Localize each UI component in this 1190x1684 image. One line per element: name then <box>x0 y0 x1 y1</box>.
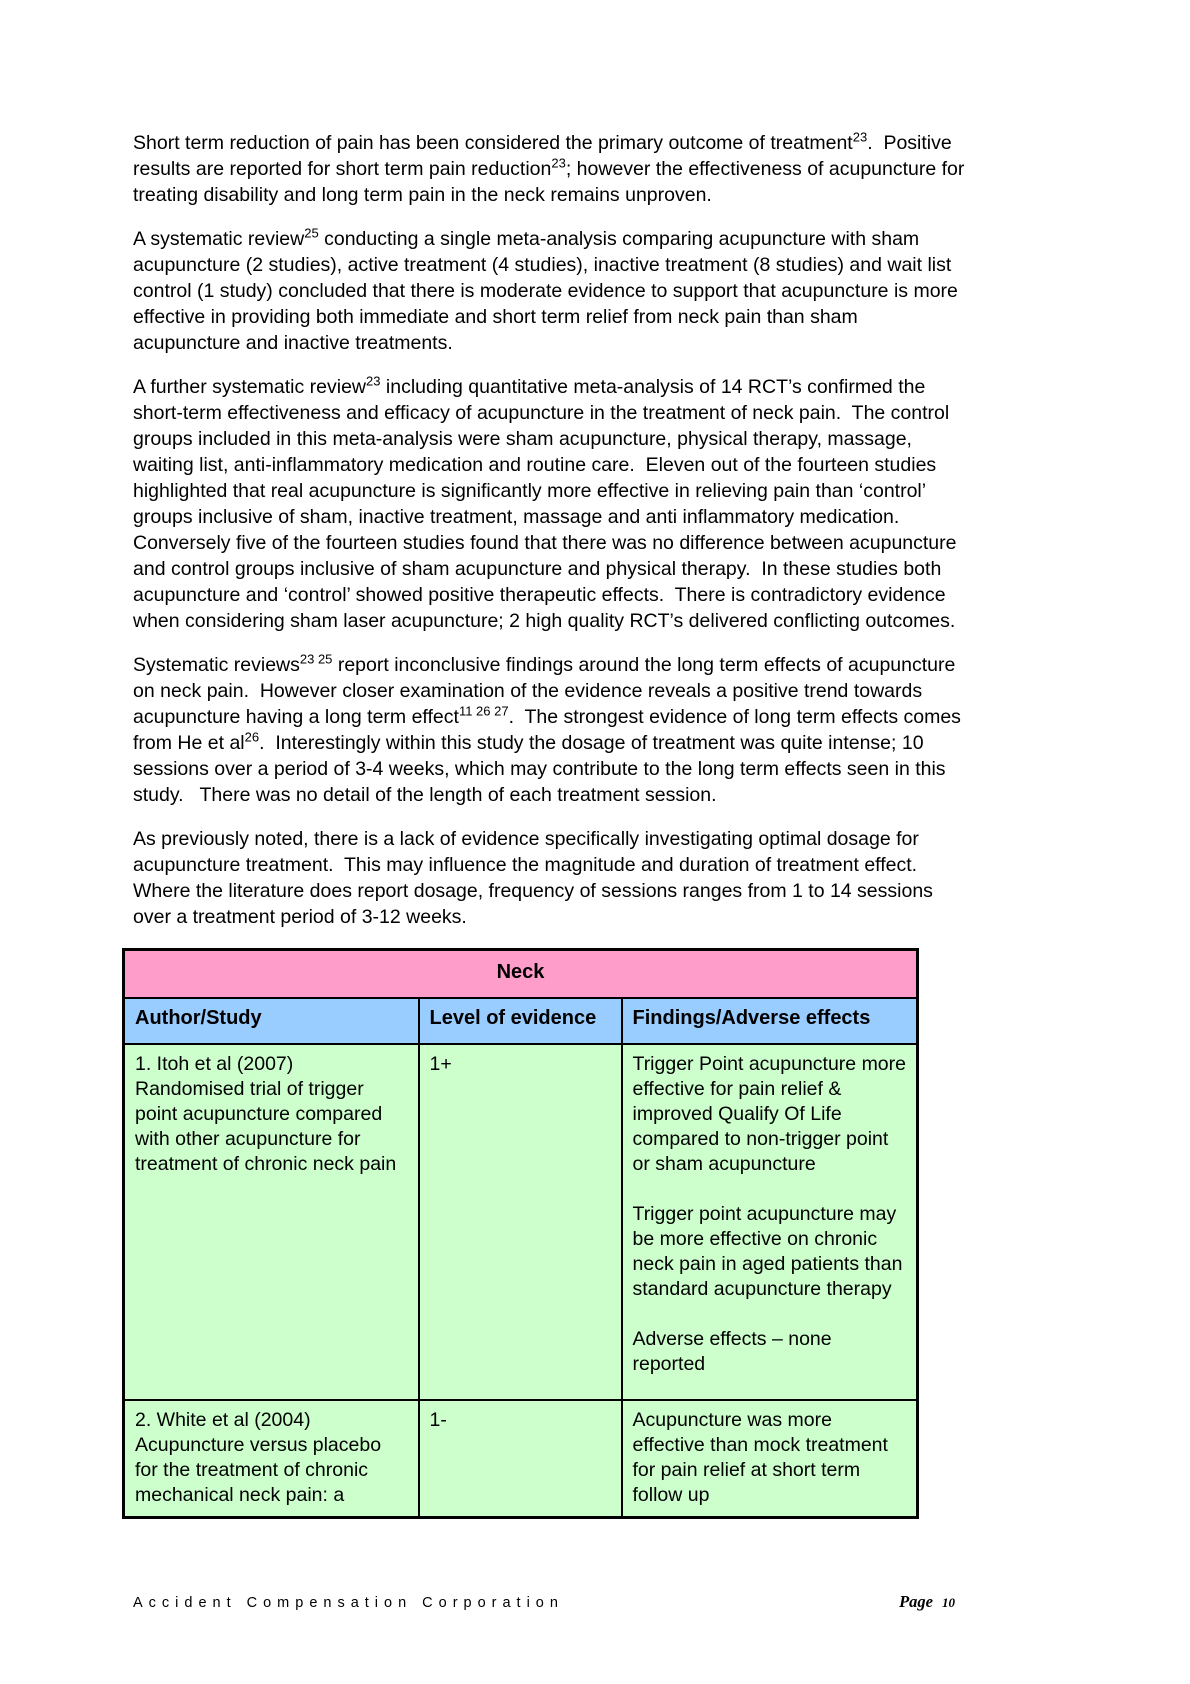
level-of-evidence-cell: 1- <box>419 1400 622 1518</box>
author-study-cell <box>124 1400 419 1518</box>
table-body <box>124 1044 918 1518</box>
paragraph: A systematic review$^{25}$ conducting a single meta-analysis comparing acupuncture with sham acupuncture (2 studies), active treatment (4 studies), inactive treatment (8 studies) and wait list control (1 study) concluded that there is moderate evidence to support that acupuncture is more effective in providing both immediate and short term relief from neck pain than sham acupuncture and inactive treatments. <box>133 225 964 354</box>
findings-paragraph: Adverse effects – none reported <box>632 1327 832 1375</box>
paragraph: Systematic reviews$^{23 25}$ report inconclusive findings around the long term effects of acupuncture on neck pain. However closer examination of the evidence reveals a positive trend towards acupuncture having a long term effect$^{11 26 27}$. The strongest evidence of long term effects comes from He et $al^{26}$. Interestingly within this study the dosage of treatment was quite intense; 10 sessions over a period of 3-4 weeks, which may contribute to the long term effects seen in this study. There was no detail of the length of each treatment session. <box>133 651 967 806</box>
reference-superscript: 23 25 <box>299 651 333 667</box>
table-title-row <box>124 950 918 998</box>
footer-organization: Accident Compensation Corporation <box>133 1595 564 1611</box>
reference-superscript: 11 26 27 <box>458 703 509 719</box>
reference-superscript: 25 <box>304 225 319 241</box>
reference-superscript: 23 <box>366 373 381 389</box>
findings-cell <box>622 1044 918 1400</box>
footer-page-number <box>899 1592 955 1612</box>
page-footer <box>133 1592 955 1612</box>
author-study-cell <box>124 1044 419 1400</box>
paragraph: As previously noted, there is a lack of evidence specifically investigating optimal dosage for acupuncture treatment. This may influence the magnitude and duration of treatment effect. Where the literature does report dosage, frequency of sessions ranges from 1 to 14 sessions over a treatment period of 3-12 weeks. <box>133 828 939 928</box>
reference-superscript: 26 <box>244 729 260 745</box>
findings-paragraph: Acupuncture was more effective than mock treatment for pain relief at short term follow up <box>632 1408 888 1506</box>
paragraph: Short term reduction of pain has been considered the primary outcome of treatment$^{23}$. Positive results are reported for short term pain reduction$^{23}$; however the effectiveness of acupuncture for treating disability and long term pain in the neck remains unproven. <box>133 129 970 206</box>
author-study-text: Randomised trial of trigger point acupuncture compared with other acupuncture for treatment of chronic neck pain <box>135 1077 397 1175</box>
footer-page-value: 10 <box>942 1595 955 1610</box>
neck-evidence-table <box>122 948 919 1519</box>
findings-cell <box>622 1400 918 1518</box>
author-study-text: 1. Itoh et al (2007) <box>135 1052 294 1075</box>
column-header-level-of-evidence: Level of evidence <box>419 998 622 1044</box>
author-study-text: Acupuncture versus placebo for the treatment of chronic mechanical neck pain: a <box>135 1433 382 1506</box>
page-content <box>133 129 970 1519</box>
author-study-text: 2. White et al (2004) <box>135 1408 311 1431</box>
table-title: Neck <box>124 950 918 998</box>
reference-superscript: 23 <box>852 129 868 145</box>
level-of-evidence-cell: 1+ <box>419 1044 622 1400</box>
column-header-author-study: Author/Study <box>124 998 419 1044</box>
findings-paragraph: Trigger point acupuncture may be more effective on chronic neck pain in aged patients than standard acupuncture therapy <box>632 1202 903 1300</box>
column-header-findings-adverse-effects: Findings/Adverse effects <box>622 998 918 1044</box>
table-header-row <box>124 998 918 1044</box>
footer-page-label: Page <box>899 1592 933 1611</box>
findings-paragraph: Trigger Point acupuncture more effective for pain relief & improved Qualify Of Life compared to non-trigger point or sham acupuncture <box>632 1052 906 1175</box>
paragraph: A further systematic review$^{23}$ including quantitative meta-analysis of 14 RCT’s confirmed the short-term effectiveness and efficacy of acupuncture in the treatment of neck pain. The control groups included in this meta-analysis were sham acupuncture, physical therapy, massage, waiting list, anti-inflammatory medication and routine care. Eleven out of the fourteen studies highlighted that real acupuncture is significantly more effective in relieving pain than ‘control’ groups inclusive of sham, inactive treatment, massage and anti inflammatory medication. Conversely five of the fourteen studies found that there was no difference between acupuncture and control groups inclusive of sham acupuncture and physical therapy. In these studies both acupuncture and ‘control’ showed positive therapeutic effects. There is contradictory evidence when considering sham laser acupuncture; 2 high quality RCT’s delivered conflicting outcomes. <box>133 373 962 632</box>
table-row <box>124 1044 918 1400</box>
reference-superscript: 23 <box>551 155 566 171</box>
table-row <box>124 1400 918 1518</box>
body-text <box>133 129 970 930</box>
